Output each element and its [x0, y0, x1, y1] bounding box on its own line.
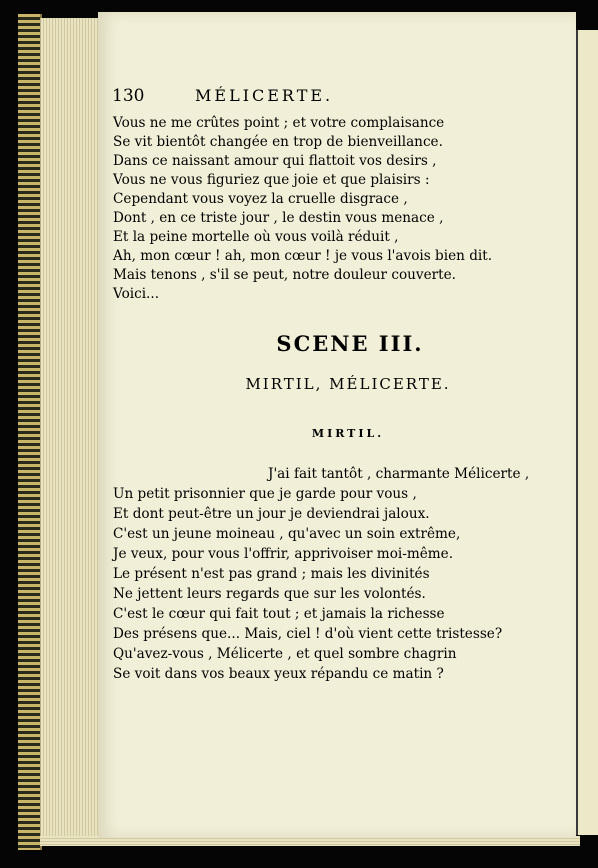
- verse-line: Des présens que... Mais, ciel ! d'où vient cette tristesse?: [113, 626, 503, 642]
- scene-title: SCENE III.: [276, 331, 424, 356]
- scene-characters: MIRTIL, MÉLICERTE.: [245, 375, 451, 393]
- verse-line: Ah, mon cœur ! ah, mon cœur ! je vous l'avois bien dit.: [113, 248, 493, 264]
- verse-line: Le présent n'est pas grand ; mais les divinités: [113, 566, 430, 582]
- verse-line: Cependant vous voyez la cruelle disgrace ,: [113, 191, 408, 207]
- verse-line: C'est un jeune moineau , qu'avec un soin extrême,: [113, 526, 461, 542]
- verse-line: Dans ce naissant amour qui flattoit vos desirs ,: [113, 153, 437, 169]
- verse-line: Qu'avez-vous , Mélicerte , et quel sombre chagrin: [113, 646, 457, 662]
- verse-line: Se voit dans vos beaux yeux répandu ce matin ?: [113, 666, 444, 682]
- verse-line: J'ai fait tantôt , charmante Mélicerte ,: [268, 466, 530, 482]
- running-title: MÉLICERTE.: [195, 86, 334, 105]
- verse-line: Se vit bientôt changée en trop de bienveillance.: [113, 134, 443, 150]
- verse-line: Voici...: [113, 286, 160, 302]
- verse-line: Je veux, pour vous l'offrir, apprivoiser moi-même.: [113, 546, 454, 562]
- verse-line: Et la peine mortelle où vous voilà réduit ,: [113, 229, 399, 245]
- page-header: [112, 86, 442, 108]
- verse-line: Dont , en ce triste jour , le destin vous menace ,: [113, 210, 444, 226]
- verse-line: Un petit prisonnier que je garde pour vous ,: [113, 486, 417, 502]
- verse-line: Et dont peut-être un jour je deviendrai jaloux.: [113, 506, 430, 522]
- speaker-name: MIRTIL.: [311, 427, 385, 440]
- page-number: 130: [112, 86, 145, 106]
- verse-line: C'est le cœur qui fait tout ; et jamais la richesse: [113, 606, 445, 622]
- verse-line: Ne jettent leurs regards que sur les volontés.: [113, 586, 426, 602]
- verse-line: Vous ne me crûtes point ; et votre complaisance: [113, 115, 445, 131]
- verse-line: Vous ne vous figuriez que joie et que plaisirs :: [113, 172, 430, 188]
- verse-line: Mais tenons , s'il se peut, notre douleur couverte.: [113, 267, 456, 283]
